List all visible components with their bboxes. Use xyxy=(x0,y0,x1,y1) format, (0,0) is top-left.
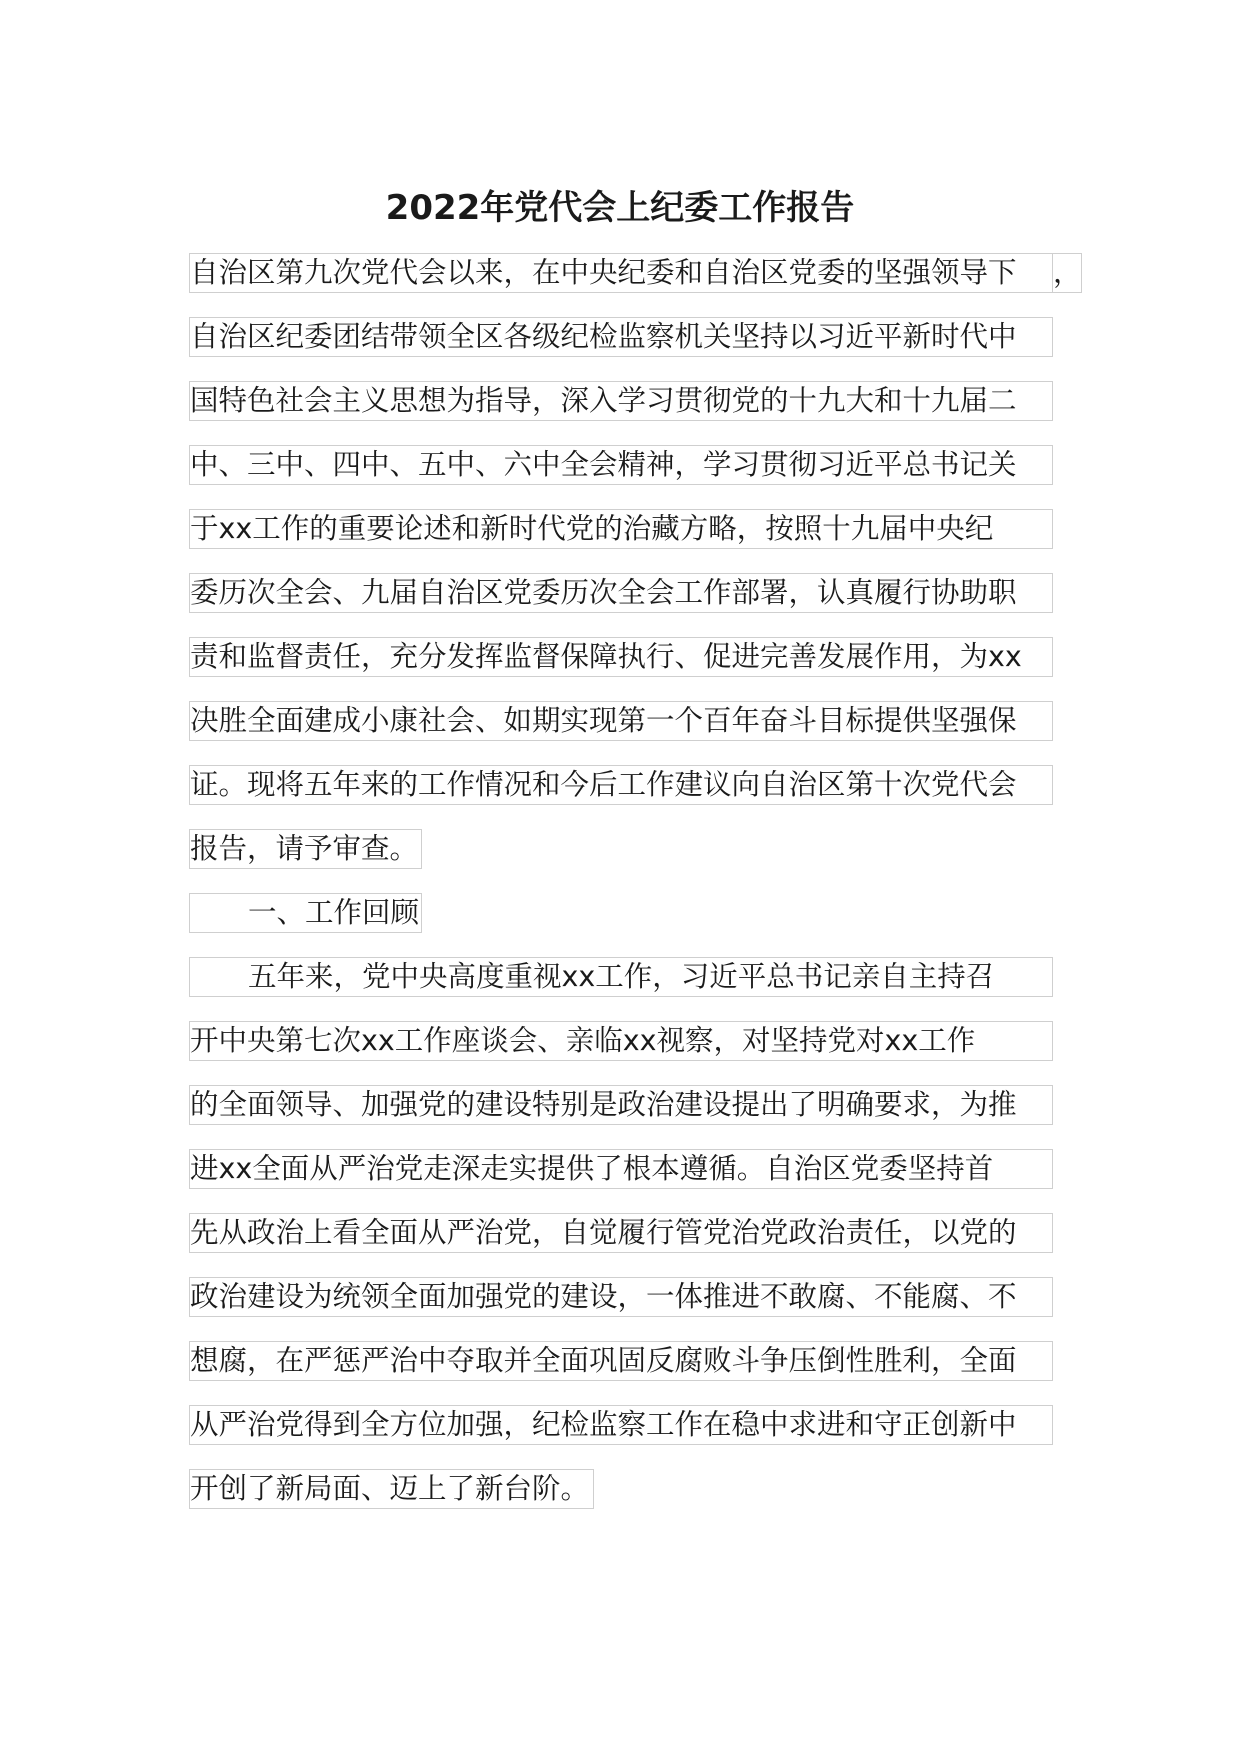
review-line-3: 的全面领导、加强党的建设特别是政治建设提出了明确要求，为推 xyxy=(189,1085,1053,1125)
review-line-9: 开创了新局面、迈上了新台阶。 xyxy=(189,1469,594,1509)
intro-line-1-tail: ， xyxy=(1052,253,1082,293)
intro-line-7: 责和监督责任，充分发挥监督保障执行、促进完善发展作用，为xx xyxy=(189,637,1053,677)
review-line-5: 先从政治上看全面从严治党，自觉履行管党治党政治责任，以党的 xyxy=(189,1213,1053,1253)
intro-line-9: 证。现将五年来的工作情况和今后工作建议向自治区第十次党代会 xyxy=(189,765,1053,805)
review-line-7: 想腐，在严惩严治中夺取并全面巩固反腐败斗争压倒性胜利，全面 xyxy=(189,1341,1053,1381)
review-line-6: 政治建设为统领全面加强党的建设，一体推进不敢腐、不能腐、不 xyxy=(189,1277,1053,1317)
review-line-2: 开中央第七次xx工作座谈会、亲临xx视察，对坚持党对xx工作 xyxy=(189,1021,1053,1061)
review-line-1: 五年来，党中央高度重视xx工作，习近平总书记亲自主持召 xyxy=(189,957,1053,997)
intro-line-6: 委历次全会、九届自治区党委历次全会工作部署，认真履行协助职 xyxy=(189,573,1053,613)
intro-line-3: 国特色社会主义思想为指导，深入学习贯彻党的十九大和十九届二 xyxy=(189,381,1053,421)
section-heading: 一、工作回顾 xyxy=(189,893,422,933)
intro-line-5: 于xx工作的重要论述和新时代党的治藏方略，按照十九届中央纪 xyxy=(189,509,1053,549)
intro-line-1: 自治区第九次党代会以来，在中央纪委和自治区党委的坚强领导下 xyxy=(189,253,1053,293)
intro-line-2: 自治区纪委团结带领全区各级纪检监察机关坚持以习近平新时代中 xyxy=(189,317,1053,357)
intro-line-10: 报告，请予审查。 xyxy=(189,829,422,869)
review-line-8: 从严治党得到全方位加强，纪检监察工作在稳中求进和守正创新中 xyxy=(189,1405,1053,1445)
intro-line-4: 中、三中、四中、五中、六中全会精神，学习贯彻习近平总书记关 xyxy=(189,445,1053,485)
review-line-4: 进xx全面从严治党走深走实提供了根本遵循。自治区党委坚持首 xyxy=(189,1149,1053,1189)
document-title: 2022年党代会上纪委工作报告 xyxy=(385,188,855,228)
intro-line-8: 决胜全面建成小康社会、如期实现第一个百年奋斗目标提供坚强保 xyxy=(189,701,1053,741)
